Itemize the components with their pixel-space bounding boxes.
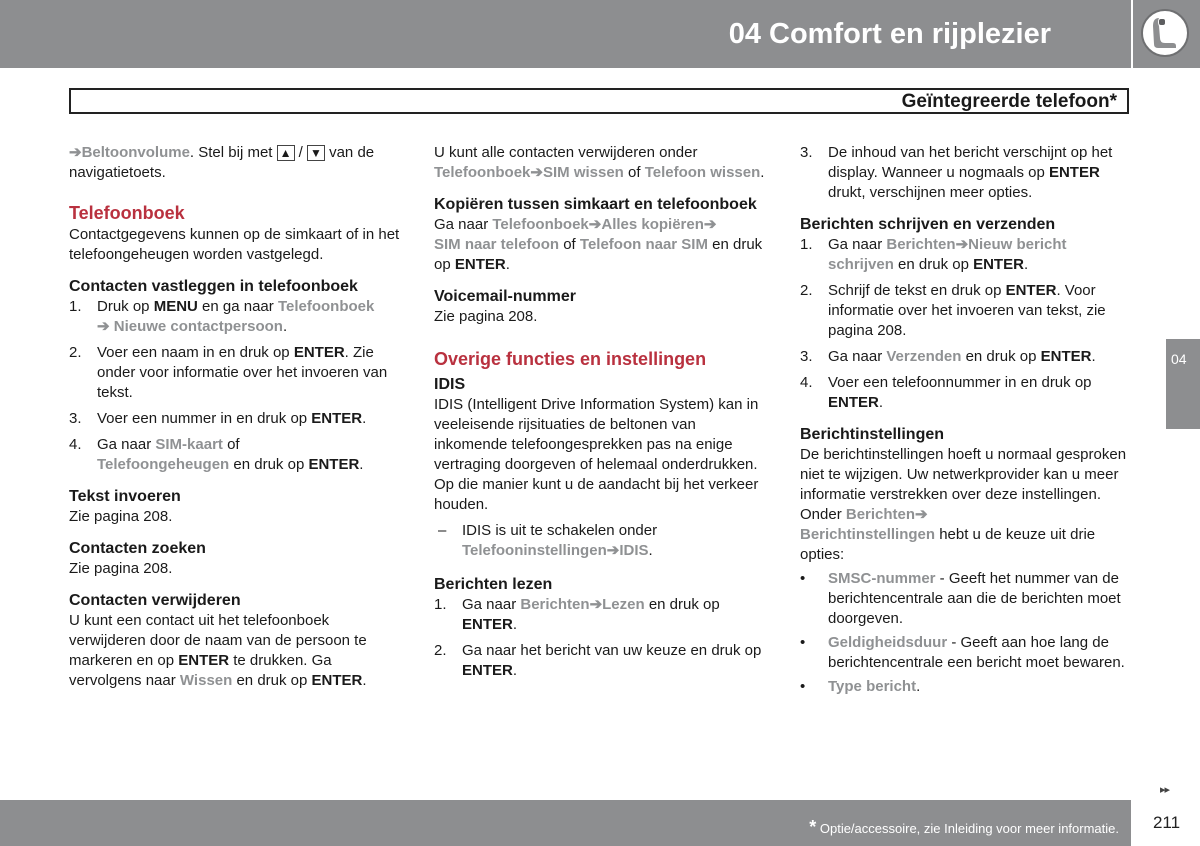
seat-icon: [1140, 8, 1190, 58]
contacten-zoeken-text: Zie pagina 208.: [69, 560, 173, 577]
text: De inhoud van het bericht verschijnt op het display. Wanneer u nogmaals op: [828, 144, 1113, 181]
menu-path-link: Geldigheidsduur: [828, 634, 948, 651]
vastleggen-steps: [69, 297, 404, 475]
text: .: [282, 318, 288, 335]
text: Ga naar: [462, 596, 521, 613]
text: .: [1023, 256, 1029, 273]
arrow-icon: ➔: [955, 236, 969, 253]
step-number: 4.: [69, 436, 82, 453]
text: Druk op: [97, 298, 154, 315]
menu-path-link: Berichten: [845, 506, 916, 523]
kopieren-text: [434, 215, 767, 275]
berichtinstellingen-text: [800, 445, 1135, 565]
asterisk-icon: *: [809, 817, 817, 837]
text: Ga naar: [434, 216, 493, 233]
menu-path-link: Telefoon naar SIM: [579, 236, 708, 253]
heading-telefoonboek: Telefoonboek: [69, 203, 185, 223]
text: hebt u de keuze uit drie opties:: [800, 526, 1096, 563]
menu-path-link: Telefoon wissen: [644, 164, 761, 181]
list-item: [800, 235, 1135, 275]
text: Voer een nummer in en druk op: [97, 410, 312, 427]
idis-text: IDIS (Intelligent Drive Information System) kan in veeleisende rijsituaties de beltonen van inkomende telefoongesprekken pas na enige vertraging doorgeven of helemaal onderdrukken. Op die manier kunt u de aandacht bij het verkeer houden.: [434, 396, 759, 513]
chapter-title: 04 Comfort en rijplezier: [728, 18, 1051, 50]
step-number: 2.: [800, 282, 813, 299]
heading-berichtinstellingen: Berichtinstellingen: [800, 426, 945, 443]
text: of: [559, 236, 580, 253]
step-number: 3.: [800, 144, 813, 161]
step-number: 3.: [800, 348, 813, 365]
arrow-icon: ➔: [915, 506, 928, 523]
footnote-text: Optie/accessoire, zie Inleiding voor meer informatie.: [816, 821, 1119, 836]
text: .: [760, 164, 765, 181]
key-label: ENTER: [293, 344, 345, 361]
text: Ga naar het bericht van uw keuze en druk op: [462, 642, 762, 659]
text: .: [916, 678, 921, 695]
heading-contacten-zoeken: Contacten zoeken: [69, 540, 206, 557]
text: - Geeft aan hoe lang de berichtencentrale een bericht moet bewaren.: [828, 634, 1125, 671]
intro-paragraph: [69, 143, 404, 183]
step-number: 2.: [434, 642, 447, 659]
next-page-icon: ▸▸: [1160, 784, 1170, 796]
key-label: ENTER: [308, 456, 360, 473]
link-beltoonvolume: Beltoonvolume: [81, 144, 190, 161]
menu-path-link: IDIS: [619, 542, 649, 559]
heading-overige-functies: Overige functies en instellingen: [434, 349, 707, 369]
list-item: [434, 595, 767, 635]
text: .: [512, 616, 518, 633]
text: . Stel bij met: [189, 144, 277, 161]
list-item: [800, 373, 1135, 413]
contacten-verwijderen-text: [69, 611, 404, 691]
text: .: [1091, 348, 1096, 365]
text: .: [362, 410, 367, 427]
menu-path-link: SIM naar telefoon: [434, 236, 560, 253]
column-3: [800, 143, 1135, 697]
footer-band: [0, 800, 1131, 846]
text: Ga naar: [828, 236, 887, 253]
menu-path-link: Telefooninstellingen: [462, 542, 607, 559]
key-label: ENTER: [311, 672, 363, 689]
list-item: [69, 409, 404, 429]
lezen-steps-continued: [800, 143, 1135, 203]
menu-path-link: SIM wissen: [542, 164, 624, 181]
heading-tekst-invoeren: Tekst invoeren: [69, 488, 181, 505]
text: IDIS is uit te schakelen onder: [462, 522, 658, 539]
step-number: 3.: [69, 410, 82, 427]
menu-path-link: Berichtinstellingen: [800, 526, 936, 543]
arrow-icon: ➔: [589, 596, 603, 613]
text: . Zie onder voor informatie over het invoeren van tekst.: [97, 344, 388, 401]
menu-path-link: SMSC-nummer: [828, 570, 936, 587]
text: /: [294, 144, 308, 161]
menu-path-link: Berichten: [520, 596, 590, 613]
step-number: 1.: [800, 236, 813, 253]
text: .: [878, 394, 884, 411]
key-label: ENTER: [973, 256, 1024, 273]
text: of: [222, 436, 240, 453]
text: .: [512, 662, 518, 679]
column-2: [434, 143, 767, 681]
idis-list: [434, 521, 767, 561]
menu-path-link: SIM-kaart: [155, 436, 223, 453]
arrow-icon: ➔: [530, 164, 543, 181]
list-item: [800, 347, 1135, 367]
chapter-side-tab: [1166, 339, 1200, 429]
text: te drukken. Ga vervolgens naar: [69, 652, 332, 689]
key-label: ENTER: [462, 662, 513, 679]
list-item: [800, 281, 1135, 341]
key-label: ENTER: [311, 410, 363, 427]
menu-path-link: Telefoonboek: [492, 216, 589, 233]
arrow-icon: ➔: [588, 216, 602, 233]
telefoonboek-text: Contactgegevens kunnen op de simkaart of in het telefoongeheugen worden vastgelegd.: [69, 226, 400, 263]
key-label: ENTER: [1005, 282, 1057, 299]
text: Schrijf de tekst en druk op: [828, 282, 1006, 299]
menu-path-link: Verzenden: [886, 348, 962, 365]
list-item: [800, 143, 1135, 203]
menu-path-link: Wissen: [179, 672, 233, 689]
text: .: [648, 542, 653, 559]
voicemail-text: Zie pagina 208.: [434, 308, 538, 325]
text: en druk op: [644, 596, 720, 613]
chapter-side-tab-label: 04: [1171, 351, 1187, 367]
key-label: ENTER: [1040, 348, 1092, 365]
down-arrow-icon: ▼: [307, 145, 325, 161]
arrow-icon: ➔: [703, 216, 717, 233]
key-label: ENTER: [462, 616, 513, 633]
menu-path-link: Alles kopiëren: [601, 216, 704, 233]
heading-contacten-verwijderen: Contacten verwijderen: [69, 592, 241, 609]
list-item: [69, 297, 404, 337]
footnote: [809, 817, 1119, 838]
text: Ga naar: [828, 348, 887, 365]
key-label: ENTER: [828, 394, 879, 411]
list-item: [800, 569, 1135, 629]
text: van de navigatietoets.: [69, 144, 375, 181]
text: De berichtinstellingen hoeft u normaal gesproken niet te wijzigen. Uw netwerkprovider kan u meer informatie verstrekken over deze instellingen. Onder: [800, 446, 1127, 523]
text: .: [359, 456, 364, 473]
dash-bullet: –: [438, 522, 447, 539]
menu-path-link: Lezen: [602, 596, 645, 613]
chapter-icon-box: [1133, 0, 1200, 68]
text: drukt, verschijnen meer opties.: [828, 184, 1033, 201]
key-label: ENTER: [178, 652, 230, 669]
list-item: [800, 633, 1135, 673]
key-label: MENU: [153, 298, 198, 315]
text: Voer een naam in en druk op: [97, 344, 294, 361]
bullet-icon: •: [800, 634, 806, 651]
tekst-invoeren-text: Zie pagina 208.: [69, 508, 173, 525]
menu-path-link: Nieuwe contactpersoon: [113, 318, 283, 335]
menu-path-link: Telefoonboek: [434, 164, 531, 181]
text: .: [362, 672, 367, 689]
text: en druk op: [893, 256, 974, 273]
arrow-icon: ➔: [97, 318, 110, 335]
alle-verwijderen-text: [434, 143, 767, 183]
text: en druk op: [229, 456, 309, 473]
instellingen-options: [800, 569, 1135, 697]
bullet-icon: •: [800, 678, 806, 695]
page-number: 211: [1152, 813, 1181, 832]
menu-path-link: Type bericht: [828, 678, 917, 695]
text: en druk op: [232, 672, 312, 689]
key-label: ENTER: [1048, 164, 1100, 181]
menu-path-link: Berichten: [886, 236, 956, 253]
list-item: [434, 641, 767, 681]
text: en druk op: [961, 348, 1041, 365]
text: en druk op: [434, 236, 763, 273]
text: .: [505, 256, 510, 273]
text: U kunt een contact uit het telefoonboek verwijderen door de naam van de persoon te markeren en op: [69, 612, 367, 669]
heading-voicemail: Voicemail-nummer: [434, 288, 576, 305]
step-number: 1.: [434, 596, 447, 613]
step-number: 1.: [69, 298, 82, 315]
schrijven-steps: [800, 235, 1135, 413]
heading-kopieren: Kopiëren tussen simkaart en telefoonboek: [434, 196, 757, 213]
heading-contacten-vastleggen: Contacten vastleggen in telefoonboek: [69, 278, 358, 295]
up-arrow-icon: ▲: [277, 145, 295, 161]
heading-berichten-schrijven: Berichten schrijven en verzenden: [800, 216, 1056, 233]
text: . Voor informatie over het invoeren van tekst, zie pagina 208.: [828, 282, 1106, 339]
text: en ga naar: [197, 298, 278, 315]
arrow-icon: ➔: [606, 542, 620, 559]
menu-path-link: Telefoonboek: [277, 298, 375, 315]
text: Voer een telefoonnummer in en druk op: [828, 374, 1092, 391]
heading-idis: IDIS: [434, 376, 466, 393]
text: of: [623, 164, 645, 181]
menu-path-link: Telefoongeheugen: [97, 456, 230, 473]
key-label: ENTER: [454, 256, 506, 273]
text: - Geeft het nummer van de berichtencentrale aan die de berichten moet doorgeven.: [828, 570, 1121, 627]
list-item: [434, 521, 767, 561]
lezen-steps: [434, 595, 767, 681]
section-title-box: [69, 88, 1129, 114]
header-band: [0, 0, 1131, 68]
section-title: Geïntegreerde telefoon*: [901, 91, 1117, 112]
arrow-icon: ➔: [69, 144, 82, 161]
list-item: [800, 677, 1135, 697]
step-number: 4.: [800, 374, 813, 391]
list-item: [69, 435, 404, 475]
text: Ga naar: [97, 436, 156, 453]
column-1: [69, 143, 404, 691]
list-item: [69, 343, 404, 403]
step-number: 2.: [69, 344, 82, 361]
bullet-icon: •: [800, 570, 806, 587]
heading-berichten-lezen: Berichten lezen: [434, 576, 553, 593]
menu-path-link: Nieuw bericht schrijven: [828, 236, 1067, 273]
text: U kunt alle contacten verwijderen onder: [434, 144, 698, 161]
